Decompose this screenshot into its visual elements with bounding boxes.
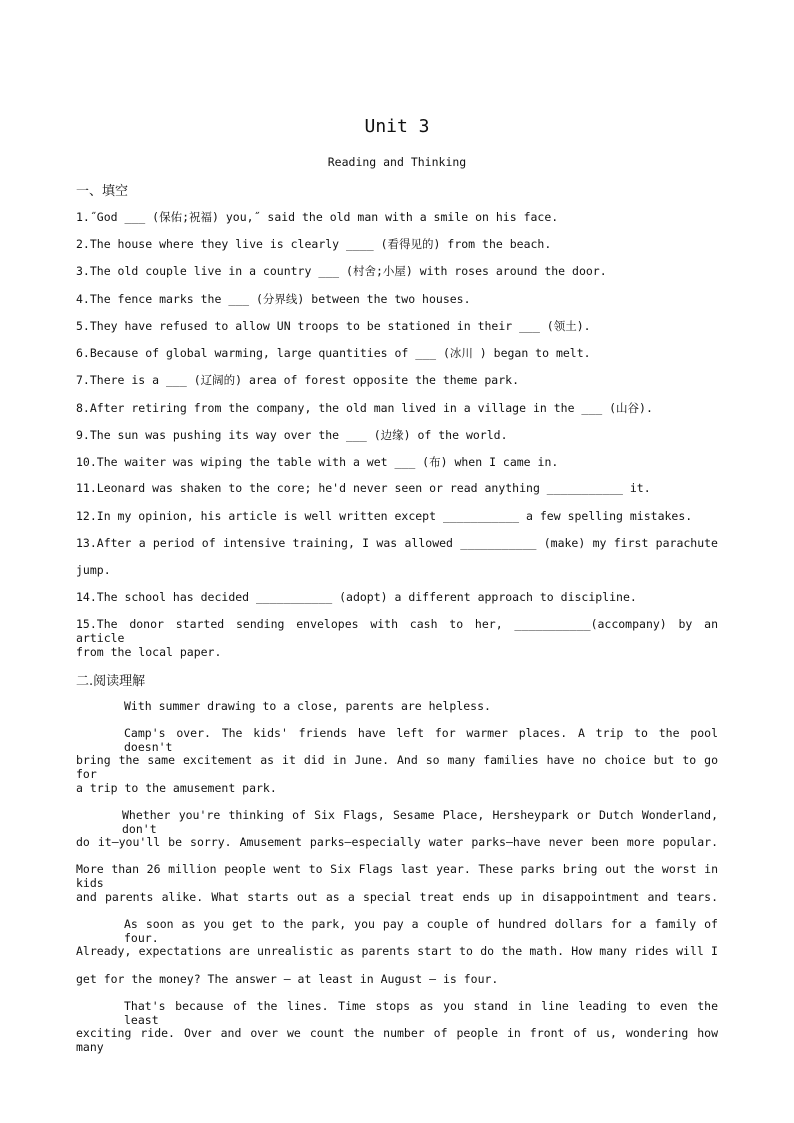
page-subtitle: Reading and Thinking <box>327 155 467 169</box>
reading-line: Camp's over. The kids' friends have left for warmer places. A trip to the pool doesn't <box>124 726 718 754</box>
reading-line: get for the money? The answer — at least in August — is four. <box>76 972 499 986</box>
reading-line: bring the same excitement as it did in June. And so many families have no choice but to go for <box>76 753 718 781</box>
exercise-item: 5.They have refused to allow UN troops to be stationed in their ___ (领土). <box>76 319 591 333</box>
section-heading-fill-in: 一、填空 <box>76 184 129 199</box>
exercise-item: 1.˝God ___ (保佑;祝福) you,˝ said the old man with a smile on his face. <box>76 210 559 224</box>
exercise-item: 10.The waiter was wiping the table with a wet ___ (布) when I came in. <box>76 455 559 469</box>
page-title: Unit 3 <box>364 116 430 137</box>
exercise-item: 7.There is a ___ (辽阔的) area of forest opposite the theme park. <box>76 373 519 387</box>
reading-line: Already, expectations are unrealistic as parents start to do the math. How many rides will I <box>76 944 718 958</box>
exercise-item: 14.The school has decided ___________ (adopt) a different approach to discipline. <box>76 590 637 604</box>
exercise-item: 4.The fence marks the ___ (分界线) between the two houses. <box>76 292 471 306</box>
exercise-item: 15.The donor started sending envelopes with cash to her, ___________(accompany) by an article <box>76 617 718 645</box>
exercise-item: 6.Because of global warming, large quantities of ___ (冰川 ) began to melt. <box>76 346 591 360</box>
reading-line: As soon as you get to the park, you pay a couple of hundred dollars for a family of four. <box>124 917 718 945</box>
exercise-item: 9.The sun was pushing its way over the ___ (边缘) of the world. <box>76 428 508 442</box>
reading-line: That's because of the lines. Time stops as you stand in line leading to even the least <box>124 999 718 1027</box>
exercise-item: 13.After a period of intensive training, I was allowed ___________ (make) my first parachute <box>76 536 718 550</box>
reading-line: More than 26 million people went to Six Flags last year. These parks bring out the worst in kids <box>76 862 718 890</box>
exercise-item: 2.The house where they live is clearly ____ (看得见的) from the beach. <box>76 237 552 251</box>
reading-line: Whether you're thinking of Six Flags, Sesame Place, Hersheypark or Dutch Wonderland, don't <box>122 808 718 836</box>
section-heading-reading: 二.阅读理解 <box>76 674 146 689</box>
reading-line: a trip to the amusement park. <box>76 781 277 795</box>
exercise-item: 8.After retiring from the company, the old man lived in a village in the ___ (山谷). <box>76 401 653 415</box>
reading-line: exciting ride. Over and over we count the number of people in front of us, wondering how many <box>76 1026 718 1054</box>
exercise-item-continued: from the local paper. <box>76 645 222 659</box>
exercise-item: 12.In my opinion, his article is well written except ___________ a few spelling mistakes. <box>76 509 693 523</box>
exercise-item: 11.Leonard was shaken to the core; he'd never seen or read anything ___________ it. <box>76 481 651 495</box>
reading-line: With summer drawing to a close, parents are helpless. <box>124 699 491 713</box>
exercise-item-continued: jump. <box>76 563 111 577</box>
exercise-item: 3.The old couple live in a country ___ (村舍;小屋) with roses around the door. <box>76 264 607 278</box>
reading-line: and parents alike. What starts out as a special treat ends up in disappointment and tears. <box>76 890 718 904</box>
reading-line: do it—you'll be sorry. Amusement parks—especially water parks—have never been more popular. <box>76 835 718 849</box>
